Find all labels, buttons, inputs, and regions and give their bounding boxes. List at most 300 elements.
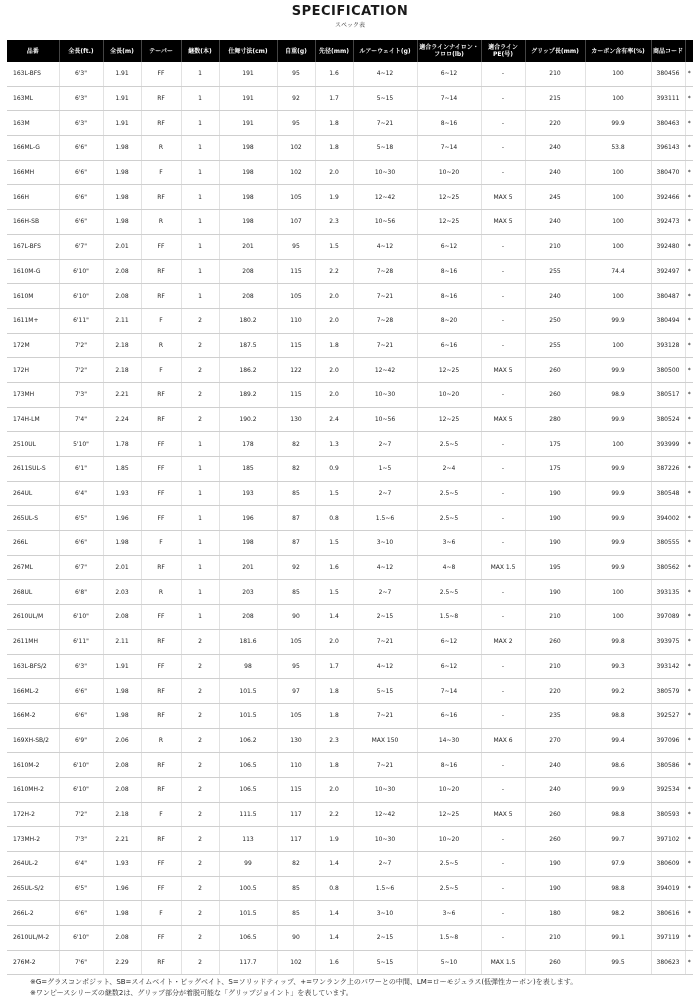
table-cell: 255: [525, 259, 585, 284]
table-cell: 1: [181, 432, 219, 457]
table-row: [7, 185, 693, 210]
table-cell: 14~30: [417, 728, 481, 753]
table-cell: 2: [181, 333, 219, 358]
table-cell: F: [141, 901, 181, 926]
table-row: [7, 358, 693, 383]
table-cell: 2.08: [103, 753, 141, 778]
table-row: [7, 876, 693, 901]
table-cell: 7~14: [417, 86, 481, 111]
table-cell: 380494: [651, 308, 685, 333]
table-cell: -: [481, 333, 525, 358]
table-cell: 2: [181, 728, 219, 753]
table-cell: 198: [219, 160, 277, 185]
table-cell: 1: [181, 160, 219, 185]
table-cell: 6'11": [59, 629, 103, 654]
table-cell: 380517: [651, 382, 685, 407]
table-cell: MAX 5: [481, 358, 525, 383]
table-cell: 10~20: [417, 777, 481, 802]
table-cell: *: [685, 802, 693, 827]
table-cell: -: [481, 926, 525, 951]
table-cell: 380623: [651, 950, 685, 975]
table-cell: 1.8: [315, 136, 353, 161]
table-cell: *: [685, 629, 693, 654]
table-cell: 181.6: [219, 629, 277, 654]
table-cell: 190: [525, 852, 585, 877]
table-cell: 6'6": [59, 703, 103, 728]
table-cell: 6'6": [59, 160, 103, 185]
table-cell: *: [685, 654, 693, 679]
table-cell: 1.9: [315, 827, 353, 852]
table-cell: 99.5: [585, 950, 651, 975]
table-cell: 392497: [651, 259, 685, 284]
table-cell: 2.08: [103, 284, 141, 309]
table-cell: *: [685, 703, 693, 728]
table-cell: 110: [277, 308, 315, 333]
table-row: [7, 136, 693, 161]
table-cell: MAX 5: [481, 210, 525, 235]
column-header: 商品コード: [651, 40, 685, 62]
table-cell: 6'1": [59, 457, 103, 482]
table-cell: FF: [141, 506, 181, 531]
table-cell: 2~7: [353, 852, 417, 877]
table-cell: 1.5: [315, 234, 353, 259]
table-cell: 12~25: [417, 802, 481, 827]
table-cell: 100: [585, 86, 651, 111]
table-cell: 397102: [651, 827, 685, 852]
table-cell: 1: [181, 185, 219, 210]
table-cell: 178: [219, 432, 277, 457]
table-row: [7, 457, 693, 482]
table-cell: 1.6: [315, 62, 353, 86]
table-cell: 100: [585, 62, 651, 86]
model-number-cell: 264UL-2: [7, 852, 59, 877]
table-cell: 99.9: [585, 531, 651, 556]
table-cell: 6'6": [59, 210, 103, 235]
table-cell: 1: [181, 531, 219, 556]
table-cell: 2~15: [353, 605, 417, 630]
table-cell: RF: [141, 950, 181, 975]
table-cell: F: [141, 802, 181, 827]
table-cell: *: [685, 876, 693, 901]
table-cell: 99.2: [585, 679, 651, 704]
table-cell: 2.0: [315, 160, 353, 185]
table-row: [7, 111, 693, 136]
model-number-cell: 169XH-SB/2: [7, 728, 59, 753]
table-cell: RF: [141, 703, 181, 728]
table-cell: 2.18: [103, 358, 141, 383]
table-cell: 113: [219, 827, 277, 852]
table-cell: 6'5": [59, 506, 103, 531]
table-cell: 2.5~5: [417, 506, 481, 531]
table-cell: -: [481, 62, 525, 86]
table-cell: 2.08: [103, 605, 141, 630]
model-number-cell: 173MH: [7, 382, 59, 407]
table-cell: -: [481, 160, 525, 185]
table-cell: 210: [525, 62, 585, 86]
model-number-cell: 163M: [7, 111, 59, 136]
table-cell: 6~16: [417, 703, 481, 728]
table-cell: 3~6: [417, 901, 481, 926]
table-cell: -: [481, 852, 525, 877]
table-cell: 2: [181, 703, 219, 728]
table-cell: -: [481, 531, 525, 556]
model-number-cell: 172M: [7, 333, 59, 358]
table-cell: 1: [181, 481, 219, 506]
table-cell: 98.8: [585, 802, 651, 827]
table-cell: 95: [277, 62, 315, 86]
table-cell: 380463: [651, 111, 685, 136]
table-cell: 380593: [651, 802, 685, 827]
table-cell: *: [685, 580, 693, 605]
table-cell: 7'4": [59, 407, 103, 432]
table-cell: -: [481, 703, 525, 728]
model-number-cell: 265UL-S: [7, 506, 59, 531]
table-cell: R: [141, 580, 181, 605]
table-row: [7, 160, 693, 185]
table-cell: 7~14: [417, 136, 481, 161]
table-cell: 394002: [651, 506, 685, 531]
table-cell: 245: [525, 185, 585, 210]
table-cell: 393142: [651, 654, 685, 679]
model-number-cell: 1610MH-2: [7, 777, 59, 802]
table-cell: FF: [141, 432, 181, 457]
table-cell: 6'7": [59, 555, 103, 580]
table-cell: 92: [277, 86, 315, 111]
table-cell: 117: [277, 802, 315, 827]
table-cell: 101.5: [219, 679, 277, 704]
table-cell: RF: [141, 777, 181, 802]
table-cell: 10~30: [353, 382, 417, 407]
footnote: ※G=グラスコンポジット、SB=スイムベイト・ビッグベイト、S=ソリッドティップ、+=ワンランク上のパワーとの中間、LM=ローモジュラス(低弾性カーボン)を表します。: [30, 978, 578, 986]
table-cell: 12~25: [417, 185, 481, 210]
model-number-cell: 2611SUL-S: [7, 457, 59, 482]
table-cell: 99.8: [585, 629, 651, 654]
table-cell: 240: [525, 284, 585, 309]
table-cell: 7~21: [353, 284, 417, 309]
table-cell: 1.9: [315, 185, 353, 210]
table-row: [7, 901, 693, 926]
table-cell: -: [481, 481, 525, 506]
model-number-cell: 173MH-2: [7, 827, 59, 852]
table-cell: 111.5: [219, 802, 277, 827]
table-cell: 90: [277, 605, 315, 630]
table-cell: 195: [525, 555, 585, 580]
table-cell: 2.0: [315, 308, 353, 333]
table-cell: RF: [141, 185, 181, 210]
table-cell: 201: [219, 234, 277, 259]
table-cell: 191: [219, 111, 277, 136]
table-cell: 260: [525, 802, 585, 827]
model-number-cell: 1610M-G: [7, 259, 59, 284]
table-cell: 6~12: [417, 234, 481, 259]
table-cell: *: [685, 506, 693, 531]
table-cell: 208: [219, 259, 277, 284]
table-cell: 2~4: [417, 457, 481, 482]
table-cell: 100: [585, 160, 651, 185]
model-number-cell: 2610UL/M: [7, 605, 59, 630]
table-cell: 1: [181, 506, 219, 531]
table-cell: 280: [525, 407, 585, 432]
table-cell: 95: [277, 234, 315, 259]
table-row: [7, 62, 693, 86]
table-row: [7, 777, 693, 802]
table-cell: -: [481, 605, 525, 630]
table-cell: 2: [181, 852, 219, 877]
table-cell: 380524: [651, 407, 685, 432]
table-cell: 1.98: [103, 160, 141, 185]
model-number-cell: 266L: [7, 531, 59, 556]
table-cell: 0.8: [315, 506, 353, 531]
table-cell: -: [481, 284, 525, 309]
table-cell: 240: [525, 160, 585, 185]
table-cell: 1: [181, 86, 219, 111]
table-row: [7, 407, 693, 432]
table-cell: RF: [141, 284, 181, 309]
model-number-cell: 166MH: [7, 160, 59, 185]
table-row: [7, 555, 693, 580]
table-cell: 380555: [651, 531, 685, 556]
table-cell: 99.9: [585, 481, 651, 506]
table-row: [7, 432, 693, 457]
column-header: 全長(ft.): [59, 40, 103, 62]
table-cell: 1.5: [315, 531, 353, 556]
table-cell: 1.5~8: [417, 926, 481, 951]
table-cell: -: [481, 308, 525, 333]
spec-table: [7, 40, 693, 975]
column-header: グリップ長(mm): [525, 40, 585, 62]
table-cell: 2: [181, 358, 219, 383]
table-row: [7, 259, 693, 284]
table-cell: -: [481, 259, 525, 284]
column-header: カーボン含有率(%): [585, 40, 651, 62]
table-cell: 2.0: [315, 382, 353, 407]
table-cell: -: [481, 111, 525, 136]
table-cell: -: [481, 382, 525, 407]
table-cell: 1.5~6: [353, 876, 417, 901]
table-row: [7, 531, 693, 556]
column-header: 先径(mm): [315, 40, 353, 62]
table-cell: 240: [525, 753, 585, 778]
table-row: [7, 284, 693, 309]
table-cell: 1.5: [315, 481, 353, 506]
table-cell: *: [685, 753, 693, 778]
table-cell: 105: [277, 703, 315, 728]
table-cell: 8~20: [417, 308, 481, 333]
table-cell: 260: [525, 382, 585, 407]
table-cell: 2~15: [353, 926, 417, 951]
table-cell: -: [481, 901, 525, 926]
table-cell: 82: [277, 457, 315, 482]
table-cell: 2.01: [103, 555, 141, 580]
model-number-cell: 1610M: [7, 284, 59, 309]
model-number-cell: 174H-LM: [7, 407, 59, 432]
table-cell: 98.9: [585, 382, 651, 407]
table-cell: 2.5~5: [417, 852, 481, 877]
table-cell: 99.9: [585, 777, 651, 802]
table-cell: 95: [277, 111, 315, 136]
table-cell: 397089: [651, 605, 685, 630]
page-title: SPECIFICATION: [291, 4, 409, 19]
table-cell: 0.8: [315, 876, 353, 901]
model-number-cell: 166M-2: [7, 703, 59, 728]
table-cell: 2.03: [103, 580, 141, 605]
table-cell: 1.6: [315, 950, 353, 975]
table-cell: 6'6": [59, 901, 103, 926]
model-number-cell: 172H: [7, 358, 59, 383]
table-cell: 10~20: [417, 160, 481, 185]
table-cell: 1.4: [315, 605, 353, 630]
table-cell: 2.4: [315, 407, 353, 432]
table-cell: 6'3": [59, 111, 103, 136]
table-cell: 380487: [651, 284, 685, 309]
table-cell: 1.98: [103, 703, 141, 728]
model-number-cell: 172H-2: [7, 802, 59, 827]
table-cell: 4~12: [353, 234, 417, 259]
table-cell: 2.0: [315, 284, 353, 309]
table-cell: 99.9: [585, 308, 651, 333]
model-number-cell: 264UL: [7, 481, 59, 506]
table-row: [7, 926, 693, 951]
table-cell: *: [685, 160, 693, 185]
table-cell: 1.6: [315, 555, 353, 580]
table-cell: 260: [525, 629, 585, 654]
table-cell: F: [141, 531, 181, 556]
table-cell: 7'2": [59, 802, 103, 827]
table-cell: 6'9": [59, 728, 103, 753]
table-cell: 397119: [651, 926, 685, 951]
table-cell: 1: [181, 111, 219, 136]
table-cell: 6'10": [59, 259, 103, 284]
table-cell: 82: [277, 432, 315, 457]
table-cell: 255: [525, 333, 585, 358]
table-cell: FF: [141, 234, 181, 259]
table-cell: 1.8: [315, 111, 353, 136]
table-cell: 100: [585, 185, 651, 210]
table-cell: 98: [219, 654, 277, 679]
table-cell: 201: [219, 555, 277, 580]
table-cell: 1.5: [315, 580, 353, 605]
table-row: [7, 827, 693, 852]
table-cell: *: [685, 284, 693, 309]
column-header: 適合ライン PE(号): [481, 40, 525, 62]
column-header: [685, 40, 693, 62]
table-cell: 115: [277, 333, 315, 358]
table-cell: 198: [219, 531, 277, 556]
table-cell: 240: [525, 210, 585, 235]
table-cell: 7'6": [59, 950, 103, 975]
table-cell: -: [481, 136, 525, 161]
table-cell: 240: [525, 777, 585, 802]
table-cell: 8~16: [417, 284, 481, 309]
table-cell: 82: [277, 852, 315, 877]
table-cell: 2.2: [315, 802, 353, 827]
table-cell: 1.93: [103, 852, 141, 877]
table-cell: 100: [585, 605, 651, 630]
table-cell: -: [481, 234, 525, 259]
table-cell: 115: [277, 259, 315, 284]
table-cell: 210: [525, 654, 585, 679]
table-cell: 100: [585, 234, 651, 259]
table-cell: MAX 1.5: [481, 950, 525, 975]
table-cell: 6'3": [59, 86, 103, 111]
table-cell: 2~7: [353, 432, 417, 457]
table-cell: MAX 150: [353, 728, 417, 753]
table-cell: 203: [219, 580, 277, 605]
table-cell: 4~12: [353, 62, 417, 86]
table-cell: *: [685, 259, 693, 284]
table-cell: 10~30: [353, 160, 417, 185]
table-cell: 102: [277, 136, 315, 161]
table-cell: 180: [525, 901, 585, 926]
table-cell: 387226: [651, 457, 685, 482]
table-cell: 1.78: [103, 432, 141, 457]
table-cell: MAX 5: [481, 802, 525, 827]
table-cell: *: [685, 407, 693, 432]
table-cell: -: [481, 432, 525, 457]
table-cell: -: [481, 753, 525, 778]
table-cell: 8~16: [417, 111, 481, 136]
table-cell: 53.8: [585, 136, 651, 161]
table-cell: 392466: [651, 185, 685, 210]
table-cell: *: [685, 111, 693, 136]
table-cell: 6'4": [59, 481, 103, 506]
table-cell: 10~56: [353, 407, 417, 432]
table-cell: 2: [181, 827, 219, 852]
table-cell: 99.9: [585, 506, 651, 531]
table-cell: 198: [219, 210, 277, 235]
table-cell: 2.5~5: [417, 432, 481, 457]
table-cell: 99.4: [585, 728, 651, 753]
table-cell: *: [685, 531, 693, 556]
table-row: [7, 629, 693, 654]
table-cell: 6'6": [59, 531, 103, 556]
table-cell: 208: [219, 284, 277, 309]
table-cell: 98.8: [585, 876, 651, 901]
table-cell: 1.4: [315, 901, 353, 926]
model-number-cell: 2510UL: [7, 432, 59, 457]
table-cell: 10~20: [417, 382, 481, 407]
table-cell: 1.4: [315, 926, 353, 951]
table-cell: 2: [181, 753, 219, 778]
table-cell: -: [481, 86, 525, 111]
table-cell: 220: [525, 111, 585, 136]
table-cell: 393975: [651, 629, 685, 654]
table-cell: 6'8": [59, 580, 103, 605]
table-cell: 1.98: [103, 531, 141, 556]
table-cell: FF: [141, 876, 181, 901]
table-cell: 2: [181, 802, 219, 827]
table-cell: 5'10": [59, 432, 103, 457]
table-cell: -: [481, 777, 525, 802]
table-cell: 190: [525, 580, 585, 605]
table-cell: 1: [181, 457, 219, 482]
table-cell: *: [685, 950, 693, 975]
model-number-cell: 2611MH: [7, 629, 59, 654]
table-cell: 397096: [651, 728, 685, 753]
table-cell: 102: [277, 950, 315, 975]
table-cell: 2.18: [103, 333, 141, 358]
model-number-cell: 268UL: [7, 580, 59, 605]
table-cell: -: [481, 580, 525, 605]
model-number-cell: 163ML: [7, 86, 59, 111]
table-cell: 85: [277, 876, 315, 901]
table-cell: 85: [277, 901, 315, 926]
table-cell: 2.0: [315, 629, 353, 654]
table-cell: 190: [525, 481, 585, 506]
table-cell: 106.5: [219, 753, 277, 778]
table-cell: *: [685, 308, 693, 333]
table-cell: 208: [219, 605, 277, 630]
